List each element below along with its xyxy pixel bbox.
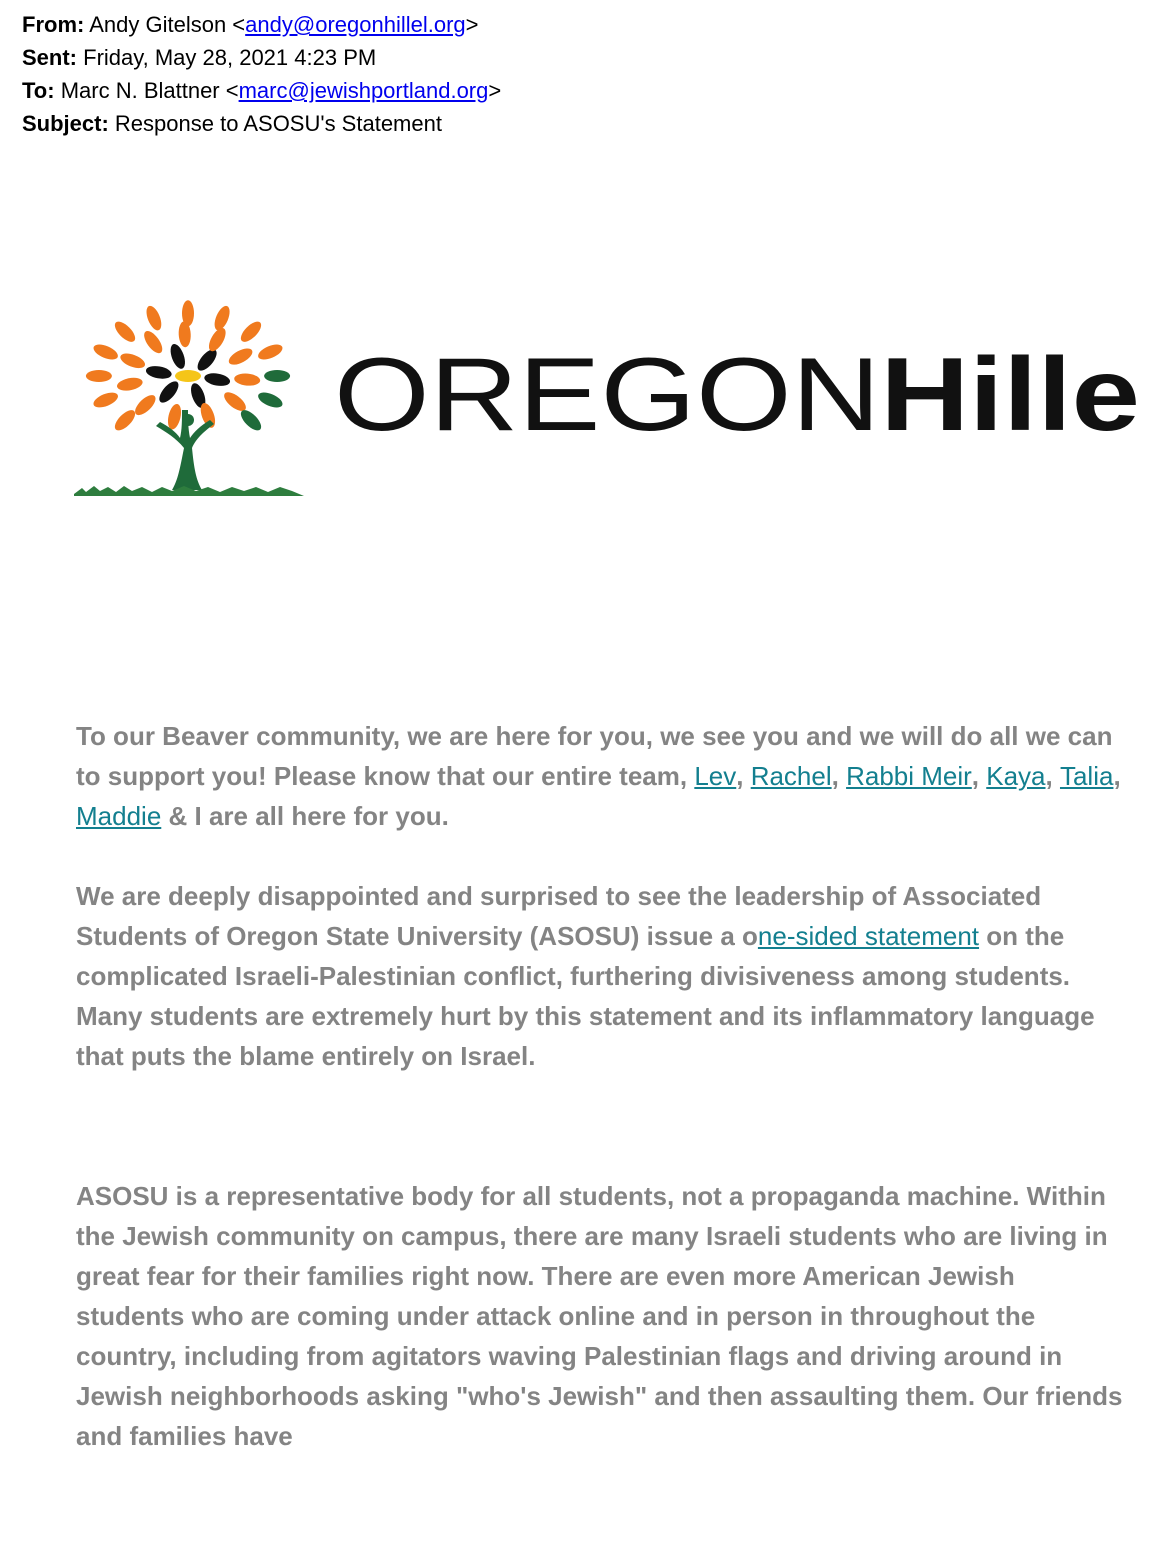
separator: , [971,761,987,791]
to-close: > [488,78,502,103]
tree-leaf [256,341,285,362]
tree-leaf [211,304,232,333]
tree-leaf [166,403,184,431]
tree-leaf [238,407,265,434]
link-one-sided-statement[interactable]: ne-sided statement [757,921,980,951]
separator: , [1045,761,1060,791]
link-maddie[interactable]: Maddie [76,801,162,831]
subject-value: Response to ASOSU's Statement [114,111,442,136]
tree-leaf [132,392,159,419]
separator: , [831,761,847,791]
from-row [22,8,501,41]
tree-leaf [175,370,201,382]
tree-leaf [234,372,261,386]
paragraph-intro [76,716,1126,836]
tree-leaf [226,345,255,368]
tree-leaf [256,389,285,410]
link-kaya[interactable]: Kaya [986,761,1046,791]
tree-leaf [141,328,166,356]
to-email-link[interactable]: marc@jewishportland.org [238,78,489,103]
from-close: > [465,12,479,37]
email-header [22,8,501,140]
from-label: From: [22,12,85,37]
tree-leaf [203,371,231,387]
logo-text-regular: OREGON [334,337,797,453]
tree-leaf [91,341,120,362]
para1-text: To our Beaver community, we are here for you, we see you and we will do all we can to support you! Please know that our entire team, [76,721,1113,791]
tree-leaf [112,318,139,345]
link-rabbi-meir[interactable]: Rabbi Meir [846,761,972,791]
link-rachel[interactable]: Rachel [750,761,832,791]
para1-closing: & I are all here for you. [161,801,449,831]
tree-leaf [86,370,112,382]
tree-leaf [116,376,144,393]
from-name: Andy Gitelson < [89,12,246,37]
tree-leaf [145,364,173,380]
to-row [22,74,501,107]
tree-leaf [238,318,265,345]
link-lev[interactable]: Lev [694,761,737,791]
sent-label: Sent: [22,45,77,70]
tree-logo-icon [74,300,304,496]
to-label: To: [22,78,55,103]
from-email-link[interactable]: andy@oregonhillel.org [245,12,466,37]
tree-leaf [194,346,220,374]
oregon-hillel-logo [72,298,1152,508]
tree-leaf [182,300,194,326]
paragraph-asosu [76,1176,1126,1456]
logo-text [334,337,1140,453]
subject-row [22,107,501,140]
logo-text-bold: Hille [880,337,1101,453]
tree-leaf [156,378,182,406]
tree-leaf [118,351,147,372]
para2-text-b: on the complicated Israeli-Palestinian conflict, furthering divisiveness among students. Many students are extremely hurt by this statement and its inflammatory language that puts the blame entirely on Israel. [76,921,1095,1071]
tree-leaf [143,304,164,333]
sent-value: Friday, May 28, 2021 4:23 PM [83,45,377,70]
to-name: Marc N. Blattner < [60,78,239,103]
tree-leaf [112,407,139,434]
sent-row [22,41,501,74]
separator: , [736,761,751,791]
tree-leaf [91,390,120,411]
para2-text-a: We are deeply disappointed and surprised to see the leadership of Associated Students of Oregon State University (ASOSU) issue a o [76,881,1042,951]
para3-text: ASOSU is a representative body for all students, not a propaganda machine. Within the Jewish community on campus, there are many Israeli students who are living in great fear for their families right now. There are even more American Jewish students who are coming under attack online and in person in throughout the country, including from agitators waving Palestinian flags and driving around in Jewish neighborhoods asking "who's Jewish" and then assaulting them. Our friends and families have [76,1181,1123,1451]
paragraph-disappointment [76,876,1126,1076]
link-talia[interactable]: Talia [1059,761,1114,791]
tree-leaf [264,370,290,382]
subject-label: Subject: [22,111,109,136]
separator: , [1113,761,1121,791]
